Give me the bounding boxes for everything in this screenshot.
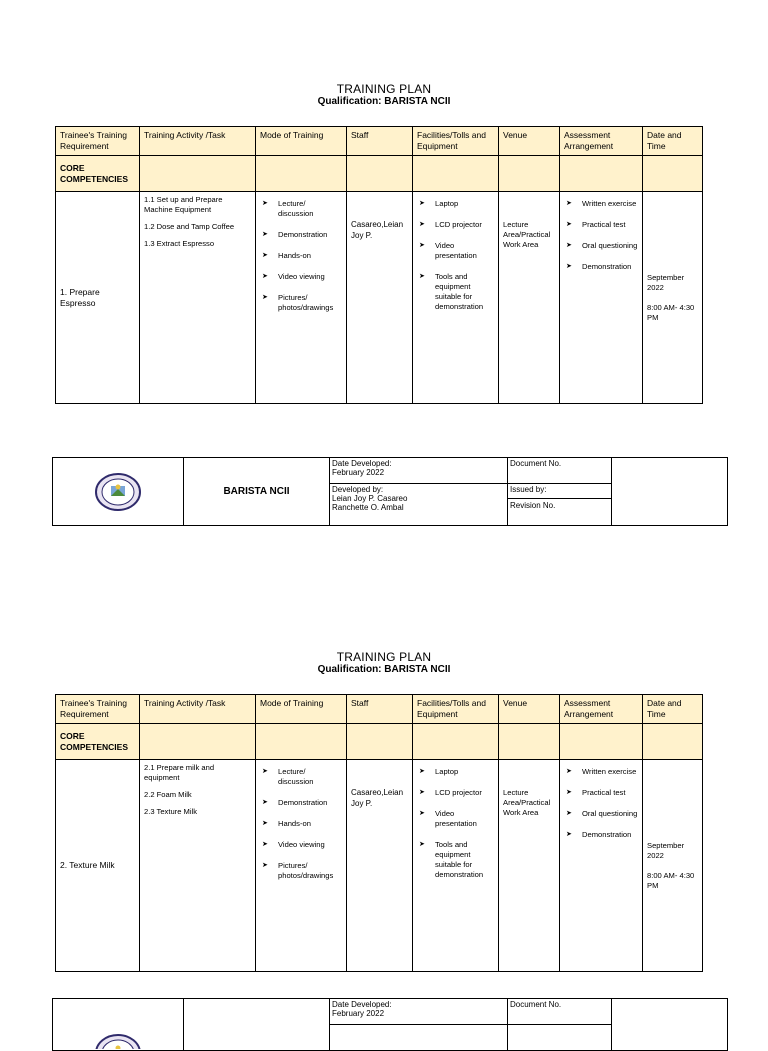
modes-cell bbox=[256, 760, 347, 972]
page-title: TRAINING PLAN bbox=[336, 82, 432, 96]
activities-cell bbox=[140, 760, 256, 972]
header-row bbox=[56, 127, 703, 156]
table-row bbox=[56, 760, 703, 972]
document-footer bbox=[52, 998, 728, 1051]
date-text: September 2022 bbox=[647, 272, 685, 292]
activity-item: 1.3 Extract Espresso bbox=[144, 239, 215, 248]
header-requirement: Trainee's Training Requirement bbox=[56, 127, 140, 156]
core-row bbox=[56, 156, 703, 192]
requirement-cell: 2. Texture Milk bbox=[56, 760, 140, 972]
page-title-block bbox=[0, 651, 768, 676]
list-item: ➤ LCD projector bbox=[417, 220, 494, 230]
list-item: ➤ Oral questioning bbox=[564, 241, 638, 251]
list-item: ➤ Tools and equipment suitable for demonstration bbox=[417, 272, 494, 312]
header-date: Date and Time bbox=[643, 695, 703, 724]
header-row bbox=[56, 695, 703, 724]
list-item: ➤ Demonstration bbox=[260, 798, 342, 808]
venue-cell: Lecture Area/Practical Work Area bbox=[499, 192, 560, 404]
list-item: ➤ Video presentation bbox=[417, 809, 494, 829]
developer-name: Ranchette O. Ambal bbox=[332, 503, 404, 512]
list-item: ➤ Written exercise bbox=[564, 767, 638, 777]
developed-by-label: Developed by: bbox=[332, 485, 384, 494]
header-requirement: Trainee's Training Requirement bbox=[56, 695, 140, 724]
activity-item: 2.1 Prepare milk and equipment bbox=[144, 763, 215, 782]
header-staff: Staff bbox=[347, 695, 413, 724]
header-staff: Staff bbox=[347, 127, 413, 156]
list-item: ➤ Oral questioning bbox=[564, 809, 638, 819]
list-item: ➤ Lecture/ discussion bbox=[260, 199, 342, 219]
revision-no-label: Revision No. bbox=[510, 501, 556, 510]
list-item: ➤ Video viewing bbox=[260, 840, 342, 850]
list-item: ➤ Video presentation bbox=[417, 241, 494, 261]
date-developed-value: February 2022 bbox=[332, 1009, 385, 1018]
list-item: ➤ Written exercise bbox=[564, 199, 638, 209]
list-item: ➤ Hands-on bbox=[260, 251, 342, 261]
header-venue: Venue bbox=[499, 127, 560, 156]
activities-cell bbox=[140, 192, 256, 404]
training-plan-table bbox=[55, 694, 703, 972]
time-text: 8:00 AM- 4:30 PM bbox=[647, 870, 695, 890]
assessment-cell bbox=[560, 192, 643, 404]
document-footer bbox=[52, 457, 728, 526]
list-item: ➤ Pictures/ photos/drawings bbox=[260, 861, 342, 881]
page-title-block bbox=[0, 83, 768, 108]
header-activity: Training Activity /Task bbox=[140, 127, 256, 156]
qualification-subtitle: Qualification: BARISTA NCII bbox=[317, 664, 451, 675]
header-date: Date and Time bbox=[643, 127, 703, 156]
header-assessment: Assessment Arrangement bbox=[560, 695, 643, 724]
seal-icon bbox=[94, 472, 142, 512]
list-item: ➤ Demonstration bbox=[260, 230, 342, 240]
staff-cell: Casareo,Leian Joy P. bbox=[347, 192, 413, 404]
time-text: 8:00 AM- 4:30 PM bbox=[647, 302, 695, 322]
activity-item: 1.1 Set up and Prepare Machine Equipment bbox=[144, 195, 223, 214]
activity-item: 2.2 Foam Milk bbox=[144, 790, 192, 799]
core-competencies-label: CORE COMPETENCIES bbox=[56, 724, 140, 760]
header-activity: Training Activity /Task bbox=[140, 695, 256, 724]
table-row bbox=[56, 192, 703, 404]
list-item: ➤ Lecture/ discussion bbox=[260, 767, 342, 787]
modes-cell bbox=[256, 192, 347, 404]
activity-item: 2.3 Texture Milk bbox=[144, 807, 198, 816]
staff-cell: Casareo,Leian Joy P. bbox=[347, 760, 413, 972]
core-competencies-label: CORE COMPETENCIES bbox=[56, 156, 140, 192]
header-mode: Mode of Training bbox=[256, 695, 347, 724]
list-item: ➤ Demonstration bbox=[564, 262, 638, 272]
date-developed-label: Date Developed: bbox=[332, 459, 392, 468]
date-text: September 2022 bbox=[647, 840, 685, 860]
document-no-label: Document No. bbox=[508, 999, 612, 1025]
header-venue: Venue bbox=[499, 695, 560, 724]
list-item: ➤ Laptop bbox=[417, 767, 494, 777]
list-item: ➤ Pictures/ photos/drawings bbox=[260, 293, 342, 313]
header-mode: Mode of Training bbox=[256, 127, 347, 156]
requirement-cell: 1. Prepare Espresso bbox=[56, 192, 140, 404]
seal-logo bbox=[53, 999, 184, 1051]
header-assessment: Assessment Arrangement bbox=[560, 127, 643, 156]
date-cell bbox=[643, 760, 703, 972]
list-item: ➤ Laptop bbox=[417, 199, 494, 209]
issued-by-label: Issued by: bbox=[508, 484, 611, 499]
developer-name: Leian Joy P. Casareo bbox=[332, 494, 408, 503]
page-title: TRAINING PLAN bbox=[336, 650, 432, 664]
header-facilities: Facilities/Tolls and Equipment bbox=[413, 127, 499, 156]
seal-icon bbox=[94, 1033, 142, 1049]
date-developed-label: Date Developed: bbox=[332, 1000, 392, 1009]
list-item: ➤ Hands-on bbox=[260, 819, 342, 829]
list-item: ➤ Tools and equipment suitable for demonstration bbox=[417, 840, 494, 880]
footer-qualification: BARISTA NCII bbox=[184, 458, 330, 526]
list-item: ➤ Demonstration bbox=[564, 830, 638, 840]
document-no-label: Document No. bbox=[508, 458, 612, 484]
header-facilities: Facilities/Tolls and Equipment bbox=[413, 695, 499, 724]
facilities-cell bbox=[413, 192, 499, 404]
assessment-cell bbox=[560, 760, 643, 972]
date-developed-value: February 2022 bbox=[332, 468, 385, 477]
list-item: ➤ Practical test bbox=[564, 220, 638, 230]
date-cell bbox=[643, 192, 703, 404]
activity-item: 1.2 Dose and Tamp Coffee bbox=[144, 222, 235, 231]
list-item: ➤ Video viewing bbox=[260, 272, 342, 282]
seal-logo bbox=[53, 458, 184, 526]
list-item: ➤ Practical test bbox=[564, 788, 638, 798]
venue-cell: Lecture Area/Practical Work Area bbox=[499, 760, 560, 972]
qualification-subtitle: Qualification: BARISTA NCII bbox=[317, 96, 451, 107]
training-plan-table bbox=[55, 126, 703, 404]
list-item: ➤ LCD projector bbox=[417, 788, 494, 798]
core-row bbox=[56, 724, 703, 760]
facilities-cell bbox=[413, 760, 499, 972]
